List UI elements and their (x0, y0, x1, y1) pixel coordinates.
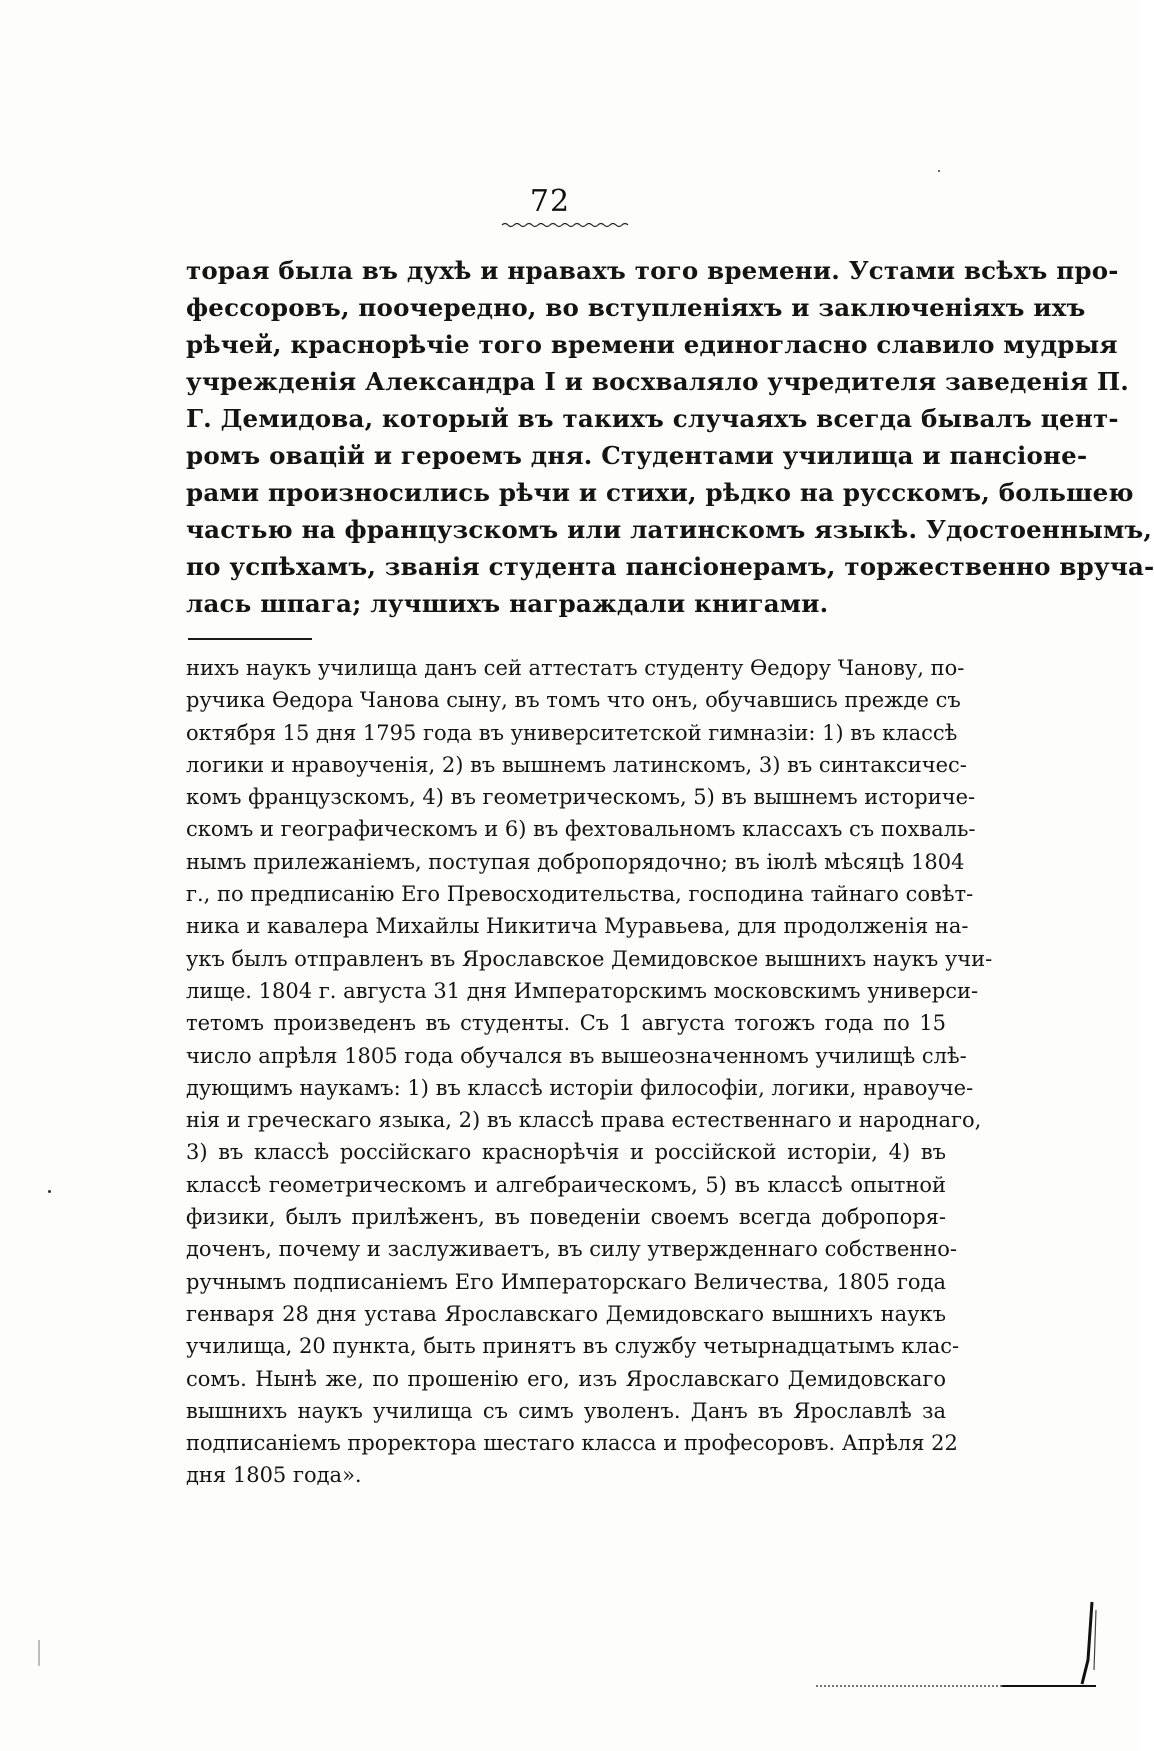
page-number: 72 (529, 184, 571, 219)
main-text-line: учрежденія Александра I и восхваляло учредителя заведенія П. (186, 367, 1130, 396)
main-text-line: лась шпага; лучшихъ награждали книгами. (186, 589, 829, 618)
scan-speck (938, 170, 940, 172)
footnote-line: г., по предписанію Его Превосходительства, господина тайнаго совѣт- (186, 882, 974, 907)
main-text-line: Г. Демидова, который въ такихъ случаяхъ всегда бывалъ цент- (186, 404, 1119, 433)
footnote-line: логики и нравоученія, 2) въ вышнемъ латинскомъ, 3) въ синтаксичес- (186, 752, 967, 777)
footnote-line: число апрѣля 1805 года обучался въ вышеозначенномъ училищѣ слѣ- (186, 1043, 967, 1068)
binding-corner-mark (816, 1600, 1106, 1710)
page-number-wavy-rule (502, 222, 628, 228)
scan-speck (48, 1190, 51, 1193)
main-text-line: рѣчей, краснорѣчіе того времени единогласно славило мудрыя (186, 330, 1118, 359)
footnote-line: подписаніемъ проректора шестаго класса и професоровъ. Апрѣля 22 (186, 1431, 958, 1456)
footnote-line: генваря 28 дня устава Ярославскаго Демидовскаго вышнихъ наукъ (186, 1301, 946, 1326)
main-text-line: по успѣхамъ, званія студента пансіонерамъ, торжественно вруча- (186, 552, 1154, 581)
footnote-line: скомъ и географическомъ и 6) въ фехтовальномъ классахъ съ похваль- (186, 817, 976, 842)
footnote-block (186, 652, 993, 1492)
footnote-line: тетомъ произведенъ въ студенты. Съ 1 августа тогожъ года по 15 (186, 1011, 946, 1036)
footnote-separator (188, 638, 312, 640)
footnote-line: училища, 20 пункта, быть принятъ въ службу четырнадцатымъ клас- (186, 1334, 960, 1359)
footnote-line: вышнихъ наукъ училища съ симъ уволенъ. Данъ въ Ярославлѣ за (186, 1398, 946, 1423)
footnote-line: комъ французскомъ, 4) въ геометрическомъ, 5) въ вышнемъ историче- (186, 785, 976, 810)
footnote-line: нія и греческаго языка, 2) въ классѣ права естественнаго и народнаго, (186, 1108, 982, 1133)
main-text-block (186, 252, 1154, 622)
footnote-line: ручика Өедора Чанова сыну, въ томъ что онъ, обучавшись прежде съ (186, 688, 961, 713)
footnote-line: дня 1805 года». (186, 1463, 362, 1488)
footnote-line: сомъ. Нынѣ же, по прошенію его, изъ Ярославскаго Демидовскаго (186, 1366, 946, 1391)
footnote-line: классѣ геометрическомъ и алгебраическомъ, 5) въ классѣ опытной (186, 1172, 946, 1197)
footnote-line: ручнымъ подписаніемъ Его Императорскаго Величества, 1805 года (186, 1269, 946, 1294)
footnote-line: дующимъ наукамъ: 1) въ классѣ исторіи философіи, логики, нравоуче- (186, 1075, 974, 1100)
footnote-line: 3) въ классѣ россійскаго краснорѣчія и россійской исторіи, 4) въ (186, 1140, 946, 1165)
footnote-line: ника и кавалера Михайлы Никитича Муравьева, для продолженія на- (186, 914, 969, 939)
footnote-line: нихъ наукъ училища данъ сей аттестатъ студенту Өедору Чанову, по- (186, 656, 965, 680)
main-text-line: рами произносились рѣчи и стихи, рѣдко на русскомъ, большею (186, 478, 1134, 507)
main-text-line: ромъ овацій и героемъ дня. Студентами училища и пансіоне- (186, 441, 1088, 470)
footnote-line: физики, былъ прилѣженъ, въ поведеніи своемъ всегда добропоря- (186, 1205, 946, 1230)
footnote-line: укъ былъ отправленъ въ Ярославское Демидовское вышнихъ наукъ учи- (186, 946, 993, 971)
footnote-line: доченъ, почему и заслуживаетъ, въ силу утвержденнаго собственно- (186, 1237, 958, 1262)
footnote-line: нымъ прилежаніемъ, поступая добропорядочно; въ іюлѣ мѣсяцѣ 1804 (186, 849, 965, 874)
footnote-line: октября 15 дня 1795 года въ университетской гимназіи: 1) въ классѣ (186, 720, 958, 745)
main-text-line: торая была въ духѣ и нравахъ того времени. Устами всѣхъ про- (186, 256, 1119, 285)
main-text-line: частью на французскомъ или латинскомъ языкѣ. Удостоеннымъ, (186, 515, 1153, 544)
footnote-line: лище. 1804 г. августа 31 дня Императорскимъ московскимъ универси- (186, 978, 979, 1003)
scan-edge-mark (38, 1640, 40, 1666)
main-text-line: фессоровъ, поочередно, во вступленіяхъ и заключеніяхъ ихъ (186, 293, 1086, 322)
